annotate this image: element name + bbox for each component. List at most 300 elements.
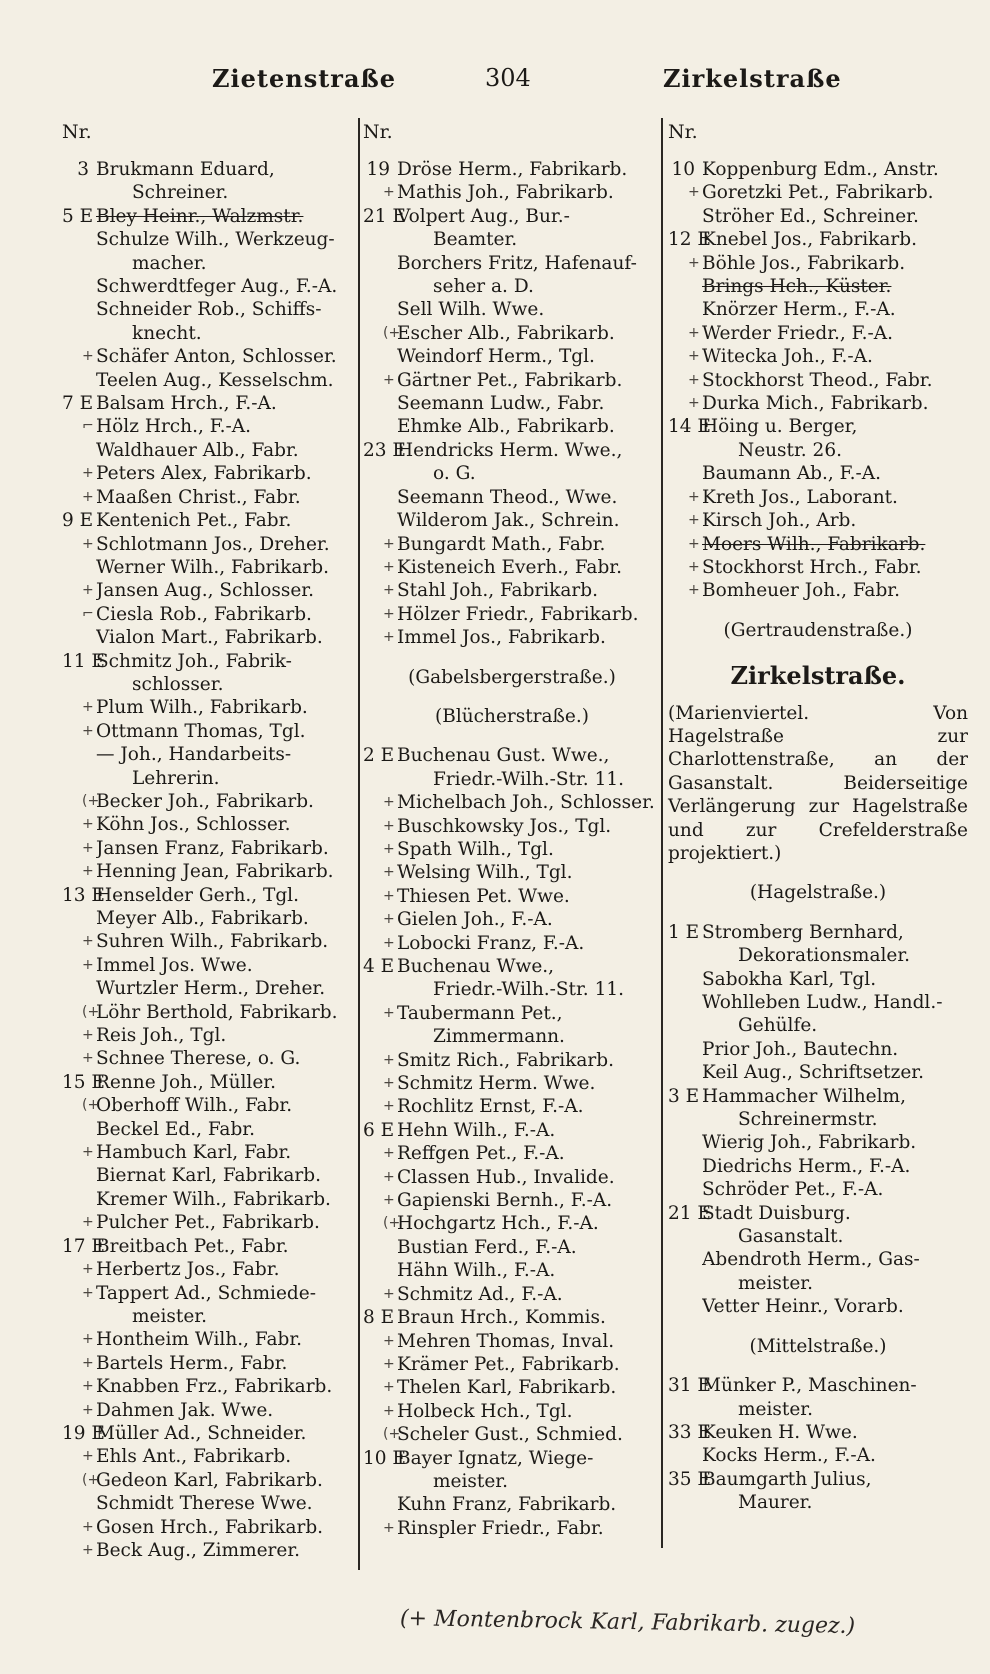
cross-street: (Gertraudenstraße.): [723, 619, 913, 641]
handwritten-mark: +: [383, 1379, 395, 1396]
handwritten-mark: +: [383, 911, 395, 928]
resident-entry: [668, 322, 968, 345]
entry-continuation: macher.: [132, 252, 207, 274]
handwritten-mark: +: [82, 1354, 94, 1371]
resident-text: [397, 392, 661, 415]
entry-line: Bustian Ferd., F.-A.: [397, 1236, 577, 1258]
entry-line: Ciesla Rob., Fabrikarb.: [96, 603, 312, 625]
entry-line: Knörzer Herm., F.-A.: [702, 299, 896, 321]
resident-entry: [668, 298, 968, 321]
resident-text: [96, 1539, 362, 1562]
resident-entry: [363, 369, 661, 392]
resident-text: [397, 1400, 661, 1423]
resident-entry: [363, 1119, 661, 1142]
entry-continuation: Zimmermann.: [433, 1026, 565, 1048]
house-number: 23 E: [363, 439, 406, 461]
resident-entry: [668, 369, 968, 392]
resident-text: [397, 1423, 661, 1446]
entry-line: Sabokha Karl, Tgl.: [702, 968, 877, 990]
resident-text: [96, 907, 362, 930]
resident-text: [96, 228, 362, 275]
resident-entry: [668, 462, 968, 485]
entry-continuation: meister.: [738, 1398, 813, 1420]
resident-entry: [62, 650, 362, 697]
resident-entry: [62, 954, 362, 977]
resident-text: [397, 1189, 661, 1212]
house-number: [62, 1492, 96, 1515]
entry-line: Kisteneich Everh., Fabr.: [397, 556, 622, 578]
resident-entry: [62, 977, 362, 1000]
house-number: 6 E: [363, 1119, 395, 1141]
handwritten-mark: +: [383, 1192, 395, 1209]
entry-line: Hammacher Wilhelm,: [702, 1085, 906, 1107]
resident-entry: [363, 861, 661, 884]
entry-line: Kremer Wilh., Fabrikarb.: [96, 1188, 331, 1210]
handwritten-mark: +: [383, 558, 395, 575]
resident-entry: [363, 579, 661, 602]
house-number: 14 E: [668, 416, 711, 438]
resident-entry: [62, 392, 362, 415]
resident-entry: [668, 533, 968, 556]
entry-line: Bayer Ignatz, Wiege-: [397, 1447, 594, 1469]
entry-line: Koppenburg Edm., Anstr.: [702, 159, 939, 180]
resident-text: [96, 439, 362, 462]
handwritten-mark: +: [688, 488, 700, 505]
resident-text: [96, 392, 362, 415]
resident-text: [96, 345, 362, 368]
resident-text: [96, 1352, 362, 1375]
entry-line: Teelen Aug., Kesselschm.: [96, 369, 334, 391]
house-number: 21 E: [363, 205, 406, 227]
resident-text: [397, 509, 661, 532]
column-head-nr: Nr.: [668, 121, 698, 143]
resident-entry: [363, 1236, 661, 1259]
spacer: [363, 650, 661, 666]
house-number: [363, 392, 397, 415]
resident-text: [96, 1375, 362, 1398]
resident-text: [702, 1085, 968, 1132]
house-number: 4 E: [363, 956, 395, 977]
entry-line: Plum Wilh., Fabrikarb.: [96, 697, 308, 719]
entry-line: Gapienski Bernh., F.-A.: [397, 1190, 613, 1212]
resident-text: [702, 991, 968, 1038]
resident-text: [96, 1071, 362, 1094]
resident-text: [702, 1155, 968, 1178]
resident-entry: [363, 252, 661, 299]
resident-text: [96, 1328, 362, 1351]
entry-continuation: o. G.: [433, 463, 476, 485]
resident-entry: [363, 1400, 661, 1423]
house-number: [363, 345, 397, 368]
handwritten-mark: +: [688, 348, 700, 365]
resident-entry: [668, 415, 968, 462]
resident-entry: [363, 1376, 661, 1399]
entry-line: Oberhoff Wilh., Fabr.: [96, 1095, 293, 1117]
entry-continuation: Gasanstalt.: [738, 1226, 844, 1248]
resident-entry: [62, 1258, 362, 1281]
entry-line: Seemann Theod., Wwe.: [397, 486, 618, 508]
resident-entry: [62, 1539, 362, 1562]
handwritten-mark: +: [82, 1401, 94, 1418]
entry-line: Spath Wilh., Tgl.: [397, 838, 554, 860]
resident-text: [397, 1517, 661, 1540]
house-number: [363, 486, 397, 509]
resident-text: [96, 1282, 362, 1329]
section-title: Zirkelstraße.: [730, 661, 906, 691]
resident-text: [397, 345, 661, 368]
resident-text: [96, 790, 362, 813]
resident-text: [397, 439, 661, 486]
entry-line: Stromberg Bernhard,: [702, 921, 904, 943]
spacer: [668, 905, 968, 921]
handwritten-mark: +: [688, 254, 700, 271]
entry-line: Buschkowsky Jos., Tgl.: [397, 815, 612, 837]
resident-text: [397, 1166, 661, 1189]
resident-text: [397, 486, 661, 509]
entry-line: Kentenich Pet., Fabr.: [96, 510, 292, 532]
house-number: 19 E: [62, 1422, 105, 1444]
resident-text: [96, 369, 362, 392]
spacer: [668, 865, 968, 881]
resident-entry: [363, 1212, 661, 1235]
handwritten-mark: ⌐: [82, 605, 94, 622]
resident-text: [397, 322, 661, 345]
entry-line: Stadt Duisburg.: [702, 1202, 851, 1224]
resident-text: [397, 1072, 661, 1095]
resident-entry: [668, 556, 968, 579]
handwritten-mark: +: [688, 184, 700, 201]
resident-entry: [363, 932, 661, 955]
house-number: [668, 1295, 702, 1318]
page-header: [0, 64, 990, 104]
entry-continuation: Schreinermstr.: [738, 1109, 878, 1131]
resident-entry: [363, 439, 661, 486]
handwritten-mark: +: [688, 324, 700, 341]
handwritten-mark: +: [82, 699, 94, 716]
resident-text: [96, 486, 362, 509]
handwritten-mark: +: [82, 1261, 94, 1278]
entry-continuation: meister.: [132, 1305, 207, 1327]
resident-text: [702, 415, 968, 462]
house-number: 10: [671, 159, 695, 180]
resident-text: [397, 1330, 661, 1353]
handwritten-mark: (+: [82, 1097, 100, 1114]
resident-entry: [62, 1516, 362, 1539]
resident-entry: [668, 1061, 968, 1084]
entry-line: Welsing Wilh., Tgl.: [397, 862, 573, 884]
house-number: 10 E: [363, 1447, 406, 1469]
resident-text: [702, 533, 968, 556]
house-number: [363, 252, 397, 299]
house-number: 12 E: [668, 229, 711, 251]
resident-text: [96, 1235, 362, 1258]
house-number: [62, 743, 96, 790]
entry-line: Schröder Pet., F.-A.: [702, 1179, 884, 1201]
resident-entry: [62, 205, 362, 228]
resident-entry: [363, 181, 661, 204]
house-number: 5 E: [62, 205, 94, 227]
handwritten-mark: (+: [82, 792, 100, 809]
resident-text: [96, 1047, 362, 1070]
resident-entry: [668, 1468, 968, 1515]
resident-entry: [668, 921, 968, 968]
resident-text: [397, 1376, 661, 1399]
resident-text: [96, 977, 362, 1000]
entry-line: Hochgartz Hch., F.-A.: [397, 1213, 599, 1235]
header-left-street: Zietenstraße: [212, 64, 397, 93]
house-number: 33 E: [668, 1421, 711, 1443]
resident-text: [96, 1258, 362, 1281]
house-number: 21 E: [668, 1202, 711, 1224]
resident-entry: [363, 1330, 661, 1353]
resident-entry: [363, 1423, 661, 1446]
entry-line: Wierig Joh., Fabrikarb.: [702, 1132, 917, 1154]
resident-text: [397, 626, 661, 649]
entry-line: Henning Jean, Fabrikarb.: [96, 861, 334, 883]
resident-text: [702, 509, 968, 532]
resident-entry: [363, 1353, 661, 1376]
resident-entry: [363, 415, 661, 438]
resident-entry: [363, 392, 661, 415]
handwritten-mark: +: [383, 1051, 395, 1068]
handwritten-mark: +: [383, 887, 395, 904]
entry-line: Buchenau Wwe.,: [397, 956, 555, 977]
entry-continuation: Gehülfe.: [738, 1015, 818, 1037]
entry-line: Classen Hub., Invalide.: [397, 1166, 615, 1188]
resident-text: [96, 860, 362, 883]
entry-line: Schmitz Joh., Fabrik-: [96, 650, 292, 672]
resident-entry: [62, 1235, 362, 1258]
resident-entry: [668, 205, 968, 228]
resident-entry: [363, 626, 661, 649]
handwritten-mark: +: [688, 371, 700, 388]
entry-line: Gedeon Karl, Fabrikarb.: [96, 1469, 323, 1491]
resident-entry: [668, 1421, 968, 1444]
resident-text: [702, 345, 968, 368]
entry-line: Hölz Hrch., F.-A.: [96, 416, 252, 438]
entry-line: Sell Wilh. Wwe.: [397, 299, 545, 321]
house-number: [62, 439, 96, 462]
handwritten-mark: (+: [383, 1426, 401, 1443]
resident-entry: [363, 486, 661, 509]
resident-entry: [62, 509, 362, 532]
entry-line: Vetter Heinr., Vorarb.: [702, 1296, 904, 1318]
resident-entry: [363, 1493, 661, 1516]
column-1: [62, 118, 362, 1562]
house-number: 31 E: [668, 1375, 711, 1397]
handwritten-mark: +: [383, 1355, 395, 1372]
resident-text: [702, 1131, 968, 1154]
resident-text: [397, 1002, 661, 1049]
resident-entry: [363, 1095, 661, 1118]
resident-text: [397, 1119, 661, 1142]
house-number: [363, 415, 397, 438]
house-number: [668, 1061, 702, 1084]
resident-text: [397, 1259, 661, 1282]
resident-text: [702, 392, 968, 415]
resident-entry: [62, 1422, 362, 1445]
resident-text: [702, 369, 968, 392]
entry-continuation: Friedr.-Wilh.-Str. 11.: [433, 768, 624, 790]
resident-entry: [62, 1024, 362, 1047]
resident-text: [702, 1444, 968, 1467]
resident-entry: [363, 345, 661, 368]
resident-text: [397, 861, 661, 884]
entry-line: Wilderom Jak., Schrein.: [397, 510, 620, 532]
resident-entry: [668, 158, 968, 181]
entry-line: Lobocki Franz, F.-A.: [397, 932, 585, 954]
entry-line: Keil Aug., Schriftsetzer.: [702, 1062, 924, 1084]
house-number: [62, 369, 96, 392]
resident-entry: [363, 1306, 661, 1329]
resident-text: [702, 1421, 968, 1444]
house-number: [62, 1118, 96, 1141]
entry-line: Durka Mich., Fabrikarb.: [702, 393, 929, 415]
entry-line: Tappert Ad., Schmiede-: [96, 1282, 316, 1304]
resident-text: [702, 1038, 968, 1061]
house-number: 2 E: [363, 745, 395, 767]
entry-line: Dröse Herm., Fabrikarb.: [397, 159, 628, 180]
entry-line: Reis Joh., Tgl.: [96, 1025, 227, 1047]
resident-entry: [62, 345, 362, 368]
entry-continuation: Dekorationsmaler.: [738, 945, 911, 967]
resident-text: [397, 298, 661, 321]
resident-entry: [62, 1071, 362, 1094]
resident-text: [397, 1095, 661, 1118]
resident-entry: [363, 791, 661, 814]
entry-line: Mathis Joh., Fabrikarb.: [397, 182, 614, 204]
handwritten-mark: +: [82, 1541, 94, 1558]
resident-text: [96, 1118, 362, 1141]
handwritten-mark: +: [82, 1448, 94, 1465]
entry-line: Abendroth Herm., Gas-: [702, 1249, 920, 1271]
resident-text: [96, 954, 362, 977]
entry-line: Vialon Mart., Fabrikarb.: [96, 627, 323, 649]
entry-continuation: knecht.: [132, 322, 202, 344]
resident-entry: [363, 1259, 661, 1282]
resident-text: [96, 884, 362, 907]
resident-text: [397, 1447, 661, 1494]
resident-text: [96, 813, 362, 836]
entry-line: Taubermann Pet.,: [397, 1002, 563, 1024]
resident-text: [96, 415, 362, 438]
entry-line: Werder Friedr., F.-A.: [702, 322, 893, 344]
entry-continuation: meister.: [738, 1272, 813, 1294]
resident-text: [702, 181, 968, 204]
page-number: 304: [485, 64, 531, 92]
resident-entry: [668, 509, 968, 532]
resident-text: [96, 533, 362, 556]
house-number: [62, 1188, 96, 1211]
resident-text: [96, 205, 362, 228]
house-number: [668, 462, 702, 485]
handwritten-mark: +: [82, 488, 94, 505]
entry-line: Kuhn Franz, Fabrikarb.: [397, 1494, 617, 1516]
resident-entry: [62, 720, 362, 743]
resident-text: [397, 1212, 661, 1235]
resident-entry: [62, 1469, 362, 1492]
handwritten-mark: +: [82, 535, 94, 552]
entry-line: Breitbach Pet., Fabr.: [96, 1235, 289, 1257]
handwritten-mark: +: [82, 1050, 94, 1067]
entry-line: Maaßen Christ., Fabr.: [96, 486, 301, 508]
resident-text: [397, 1493, 661, 1516]
handwritten-mark: +: [383, 1098, 395, 1115]
house-number: 13 E: [62, 884, 105, 906]
entry-line: Höing u. Berger,: [702, 416, 858, 438]
resident-entry: [668, 968, 968, 991]
spacer: [363, 728, 661, 744]
spacer: [363, 689, 661, 705]
entry-line: Ehls Ant., Fabrikarb.: [96, 1446, 292, 1468]
entry-line: Schmitz Herm. Wwe.: [397, 1073, 596, 1095]
spacer: [668, 603, 968, 619]
resident-text: [397, 932, 661, 955]
resident-entry: [363, 205, 661, 252]
resident-text: [96, 626, 362, 649]
entry-line: Ehmke Alb., Fabrikarb.: [397, 416, 615, 438]
resident-text: [397, 1142, 661, 1165]
resident-text: [702, 252, 968, 275]
entry-line: Knebel Jos., Fabrikarb.: [702, 229, 917, 251]
resident-entry: [62, 696, 362, 719]
resident-entry: [62, 579, 362, 602]
resident-entry: [62, 369, 362, 392]
resident-entry: [668, 1085, 968, 1132]
handwritten-mark: +: [383, 794, 395, 811]
house-number: 15 E: [62, 1071, 105, 1093]
house-number: [62, 626, 96, 649]
resident-text: [397, 1236, 661, 1259]
resident-text: [96, 1399, 362, 1422]
resident-entry: [668, 1178, 968, 1201]
resident-entry: [62, 1118, 362, 1141]
handwritten-mark: +: [82, 582, 94, 599]
resident-text: [702, 1202, 968, 1249]
resident-text: [96, 158, 362, 205]
house-number: [62, 556, 96, 579]
entry-line: Stockhorst Hrch., Fabr.: [702, 556, 922, 578]
resident-entry: [62, 1492, 362, 1515]
resident-entry: [62, 1328, 362, 1351]
entry-line: Hölzer Friedr., Fabrikarb.: [397, 603, 639, 625]
resident-text: [397, 908, 661, 931]
entry-line: Braun Hrch., Kommis.: [397, 1307, 606, 1329]
entry-line: Borchers Fritz, Hafenauf-: [397, 252, 637, 274]
entry-line: Volpert Aug., Bur.-: [397, 205, 570, 227]
column-head-nr: Nr.: [363, 121, 393, 143]
entry-line: Schäfer Anton, Schlosser.: [96, 346, 337, 368]
resident-entry: [668, 275, 968, 298]
entry-line: Schlotmann Jos., Dreher.: [96, 533, 330, 555]
resident-entry: [668, 991, 968, 1038]
resident-entry: [62, 158, 362, 205]
house-number: [668, 1131, 702, 1154]
house-number: [62, 1164, 96, 1187]
entry-line: Schmitz Ad., F.-A.: [397, 1283, 563, 1305]
house-number: [668, 968, 702, 991]
entry-line: Herbertz Jos., Fabr.: [96, 1259, 280, 1281]
entry-line: Holbeck Hch., Tgl.: [397, 1400, 573, 1422]
resident-text: [397, 1049, 661, 1072]
house-number: 8 E: [363, 1307, 395, 1329]
resident-entry: [363, 1002, 661, 1049]
resident-text: [397, 744, 661, 791]
resident-text: [96, 275, 362, 298]
entry-line: Beckel Ed., Fabr.: [96, 1118, 255, 1140]
resident-text: [702, 275, 968, 298]
house-number: [668, 1155, 702, 1178]
